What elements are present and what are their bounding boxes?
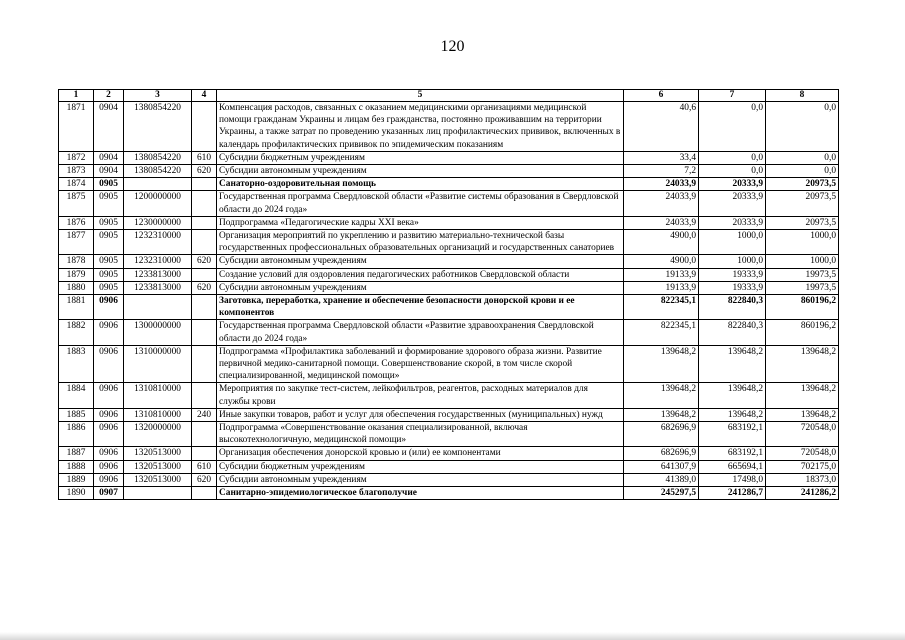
amount-col-8: 0,0 [766, 165, 839, 178]
amount-col-7: 683192,1 [699, 422, 766, 447]
row-number: 1890 [59, 487, 94, 500]
table-row [59, 102, 839, 152]
row-number: 1889 [59, 473, 94, 486]
header-col-6: 6 [624, 90, 699, 102]
amount-col-7: 0,0 [699, 165, 766, 178]
row-number: 1873 [59, 165, 94, 178]
item-name: Субсидии бюджетным учреждениям [217, 151, 624, 164]
target-article [124, 487, 192, 500]
amount-col-6: 4900,0 [624, 255, 699, 268]
amount-col-6: 641307,9 [624, 460, 699, 473]
amount-col-8: 1000,0 [766, 230, 839, 255]
amount-col-8: 1000,0 [766, 255, 839, 268]
target-article: 1310810000 [124, 408, 192, 421]
header-col-5: 5 [217, 90, 624, 102]
section-code: 0906 [94, 447, 124, 460]
table-row [59, 422, 839, 447]
table-row [59, 255, 839, 268]
row-number: 1875 [59, 191, 94, 216]
expense-type: 610 [192, 460, 217, 473]
section-code: 0904 [94, 151, 124, 164]
amount-col-7: 0,0 [699, 151, 766, 164]
expense-type [192, 216, 217, 229]
table-row [59, 383, 839, 408]
section-code: 0906 [94, 408, 124, 421]
target-article: 1320513000 [124, 447, 192, 460]
header-col-4: 4 [192, 90, 217, 102]
amount-col-8: 702175,0 [766, 460, 839, 473]
expense-type [192, 447, 217, 460]
table-row [59, 345, 839, 383]
table-row [59, 216, 839, 229]
item-name: Подпрограмма «Совершенствование оказания специализированной, включая высокотехнологичную, медицинской помощи» [217, 422, 624, 447]
amount-col-8: 860196,2 [766, 320, 839, 345]
expense-type [192, 102, 217, 152]
target-article: 1310000000 [124, 345, 192, 383]
row-number: 1887 [59, 447, 94, 460]
amount-col-6: 682696,9 [624, 447, 699, 460]
amount-col-8: 139648,2 [766, 408, 839, 421]
amount-col-7: 0,0 [699, 102, 766, 152]
amount-col-6: 139648,2 [624, 408, 699, 421]
row-number: 1888 [59, 460, 94, 473]
expense-type [192, 268, 217, 281]
section-code: 0905 [94, 216, 124, 229]
expense-type: 620 [192, 165, 217, 178]
item-name: Организация обеспечения донорской кровью и (или) ее компонентами [217, 447, 624, 460]
target-article: 1232310000 [124, 255, 192, 268]
amount-col-6: 822345,1 [624, 320, 699, 345]
expense-type [192, 422, 217, 447]
expense-type: 620 [192, 473, 217, 486]
target-article [124, 178, 192, 191]
item-name: Подпрограмма «Педагогические кадры XXI века» [217, 216, 624, 229]
row-number: 1872 [59, 151, 94, 164]
target-article: 1310810000 [124, 383, 192, 408]
item-name: Субсидии автономным учреждениям [217, 165, 624, 178]
amount-col-6: 139648,2 [624, 383, 699, 408]
table-row [59, 320, 839, 345]
amount-col-8: 720548,0 [766, 422, 839, 447]
amount-col-8: 0,0 [766, 102, 839, 152]
row-number: 1886 [59, 422, 94, 447]
amount-col-6: 24033,9 [624, 216, 699, 229]
item-name: Государственная программа Свердловской области «Развитие системы образования в Свердловской области до 2024 года» [217, 191, 624, 216]
target-article: 1380854220 [124, 102, 192, 152]
item-name: Создание условий для оздоровления педагогических работников Свердловской области [217, 268, 624, 281]
item-name: Санитарно-эпидемиологическое благополучие [217, 487, 624, 500]
section-code: 0906 [94, 383, 124, 408]
amount-col-8: 19973,5 [766, 268, 839, 281]
row-number: 1877 [59, 230, 94, 255]
header-col-7: 7 [699, 90, 766, 102]
section-code: 0906 [94, 295, 124, 320]
section-code: 0907 [94, 487, 124, 500]
amount-col-7: 139648,2 [699, 383, 766, 408]
table-row [59, 191, 839, 216]
item-name: Субсидии автономным учреждениям [217, 281, 624, 294]
amount-col-6: 33,4 [624, 151, 699, 164]
expense-type [192, 383, 217, 408]
row-number: 1884 [59, 383, 94, 408]
amount-col-7: 822840,3 [699, 320, 766, 345]
target-article: 1233813000 [124, 281, 192, 294]
table-row [59, 473, 839, 486]
amount-col-6: 139648,2 [624, 345, 699, 383]
amount-col-7: 683192,1 [699, 447, 766, 460]
expense-type [192, 191, 217, 216]
amount-col-6: 24033,9 [624, 191, 699, 216]
section-code: 0906 [94, 345, 124, 383]
target-article: 1320513000 [124, 460, 192, 473]
amount-col-7: 1000,0 [699, 230, 766, 255]
row-number: 1871 [59, 102, 94, 152]
header-col-8: 8 [766, 90, 839, 102]
section-code: 0906 [94, 422, 124, 447]
amount-col-8: 19973,5 [766, 281, 839, 294]
amount-col-8: 860196,2 [766, 295, 839, 320]
amount-col-7: 1000,0 [699, 255, 766, 268]
target-article [124, 295, 192, 320]
section-code: 0905 [94, 268, 124, 281]
section-code: 0906 [94, 320, 124, 345]
amount-col-7: 20333,9 [699, 178, 766, 191]
row-number: 1876 [59, 216, 94, 229]
target-article: 1380854220 [124, 165, 192, 178]
amount-col-6: 822345,1 [624, 295, 699, 320]
expense-type: 610 [192, 151, 217, 164]
amount-col-7: 139648,2 [699, 345, 766, 383]
row-number: 1874 [59, 178, 94, 191]
amount-col-6: 4900,0 [624, 230, 699, 255]
amount-col-7: 139648,2 [699, 408, 766, 421]
expense-type [192, 230, 217, 255]
target-article: 1320000000 [124, 422, 192, 447]
expense-type: 620 [192, 255, 217, 268]
table-row [59, 230, 839, 255]
row-number: 1885 [59, 408, 94, 421]
target-article: 1233813000 [124, 268, 192, 281]
item-name: Субсидии бюджетным учреждениям [217, 460, 624, 473]
section-code: 0905 [94, 178, 124, 191]
table-row [59, 447, 839, 460]
row-number: 1879 [59, 268, 94, 281]
amount-col-6: 245297,5 [624, 487, 699, 500]
target-article: 1200000000 [124, 191, 192, 216]
amount-col-7: 20333,9 [699, 216, 766, 229]
expense-type [192, 345, 217, 383]
item-name: Иные закупки товаров, работ и услуг для обеспечения государственных (муниципальных) нужд [217, 408, 624, 421]
header-col-3: 3 [124, 90, 192, 102]
scan-bottom-edge [0, 632, 905, 640]
table-body [59, 102, 839, 500]
section-code: 0905 [94, 230, 124, 255]
amount-col-7: 19333,9 [699, 268, 766, 281]
header-col-2: 2 [94, 90, 124, 102]
section-code: 0904 [94, 102, 124, 152]
amount-col-8: 241286,2 [766, 487, 839, 500]
table-row [59, 151, 839, 164]
target-article: 1300000000 [124, 320, 192, 345]
item-name: Государственная программа Свердловской области «Развитие здравоохранения Свердловской области до 2024 года» [217, 320, 624, 345]
table-header [59, 90, 839, 102]
amount-col-6: 41389,0 [624, 473, 699, 486]
item-name: Санаторно-оздоровительная помощь [217, 178, 624, 191]
amount-col-6: 19133,9 [624, 281, 699, 294]
expense-type: 620 [192, 281, 217, 294]
table-row [59, 487, 839, 500]
amount-col-7: 17498,0 [699, 473, 766, 486]
amount-col-8: 0,0 [766, 151, 839, 164]
expense-type: 240 [192, 408, 217, 421]
page-number: 120 [440, 38, 465, 55]
row-number: 1882 [59, 320, 94, 345]
row-number: 1880 [59, 281, 94, 294]
expense-type [192, 320, 217, 345]
header-col-1: 1 [59, 90, 94, 102]
section-code: 0905 [94, 191, 124, 216]
amount-col-6: 40,6 [624, 102, 699, 152]
amount-col-7: 665694,1 [699, 460, 766, 473]
section-code: 0906 [94, 473, 124, 486]
item-name: Субсидии автономным учреждениям [217, 255, 624, 268]
expense-type [192, 295, 217, 320]
item-name: Заготовка, переработка, хранение и обеспечение безопасности донорской крови и ее компонентов [217, 295, 624, 320]
target-article: 1230000000 [124, 216, 192, 229]
item-name: Подпрограмма «Профилактика заболеваний и формирование здорового образа жизни. Развитие первичной медико-санитарной помощи. Совершенствование скорой, в том числе скорой специализированной, медицинской помощи» [217, 345, 624, 383]
section-code: 0906 [94, 460, 124, 473]
item-name: Субсидии автономным учреждениям [217, 473, 624, 486]
amount-col-8: 20973,5 [766, 178, 839, 191]
table-row [59, 178, 839, 191]
table-row [59, 408, 839, 421]
amount-col-6: 682696,9 [624, 422, 699, 447]
table-row [59, 165, 839, 178]
amount-col-7: 20333,9 [699, 191, 766, 216]
budget-table [58, 89, 839, 500]
table-row [59, 281, 839, 294]
amount-col-7: 241286,7 [699, 487, 766, 500]
row-number: 1878 [59, 255, 94, 268]
target-article: 1380854220 [124, 151, 192, 164]
table-row [59, 295, 839, 320]
amount-col-8: 720548,0 [766, 447, 839, 460]
amount-col-6: 19133,9 [624, 268, 699, 281]
amount-col-8: 20973,5 [766, 216, 839, 229]
expense-type [192, 178, 217, 191]
amount-col-8: 18373,0 [766, 473, 839, 486]
header-row [59, 90, 839, 102]
item-name: Организация мероприятий по укреплению и развитию материально-технической базы государственных профессиональных образовательных организаций и государственных санаториев [217, 230, 624, 255]
table-row [59, 268, 839, 281]
section-code: 0904 [94, 165, 124, 178]
section-code: 0905 [94, 255, 124, 268]
row-number: 1881 [59, 295, 94, 320]
section-code: 0905 [94, 281, 124, 294]
target-article: 1232310000 [124, 230, 192, 255]
item-name: Мероприятия по закупке тест-систем, лейкофильтров, реагентов, расходных материалов для службы крови [217, 383, 624, 408]
amount-col-7: 19333,9 [699, 281, 766, 294]
amount-col-7: 822840,3 [699, 295, 766, 320]
table-row [59, 460, 839, 473]
amount-col-8: 20973,5 [766, 191, 839, 216]
amount-col-8: 139648,2 [766, 345, 839, 383]
item-name: Компенсация расходов, связанных с оказанием медицинскими организациями медицинской помощи гражданам Украины и лицам без гражданства, постоянно проживавшим на территории Украины, а также затрат по проведению указанных лиц профилактических прививок, включенных в календарь профилактических прививок по эпидемическим показаниям [217, 102, 624, 152]
amount-col-6: 7,2 [624, 165, 699, 178]
amount-col-8: 139648,2 [766, 383, 839, 408]
expense-type [192, 487, 217, 500]
amount-col-6: 24033,9 [624, 178, 699, 191]
row-number: 1883 [59, 345, 94, 383]
target-article: 1320513000 [124, 473, 192, 486]
